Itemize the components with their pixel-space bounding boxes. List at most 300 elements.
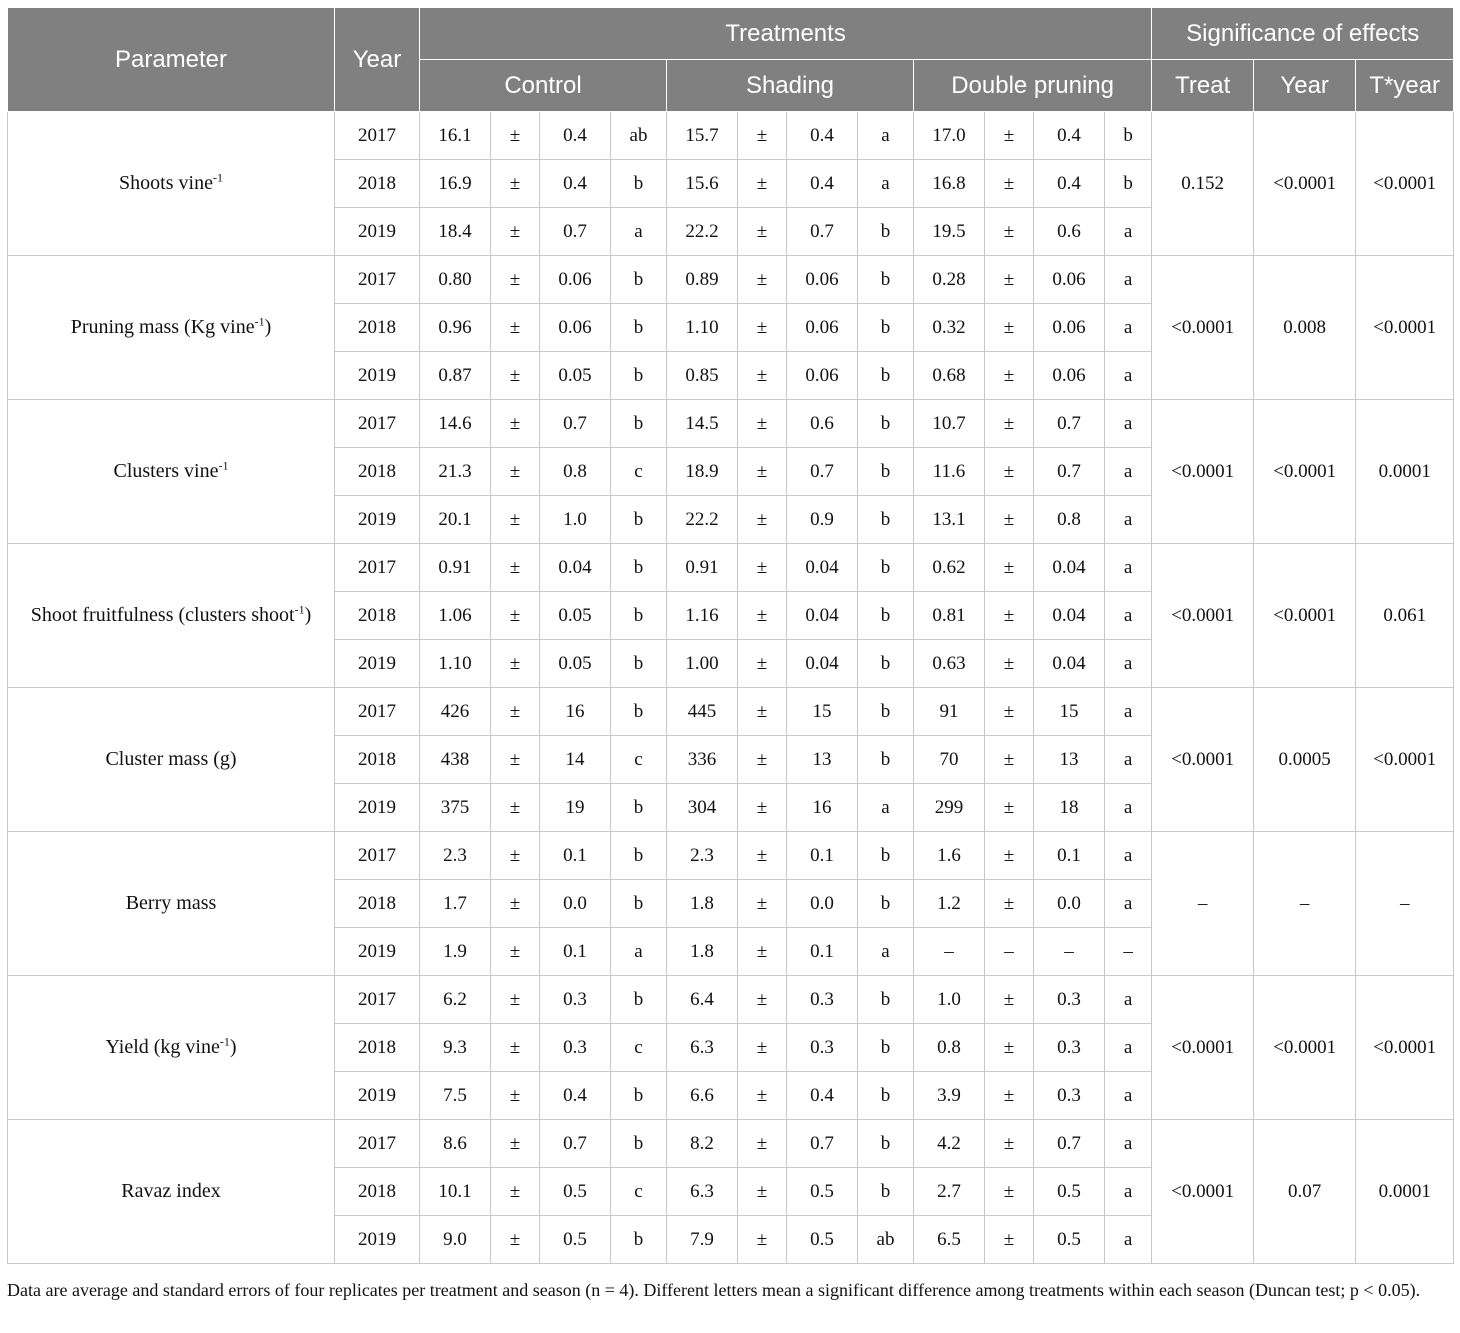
table-row [8,1120,1454,1168]
value-cell-mean: – [914,928,985,976]
value-cell-se: 0.06 [540,304,611,352]
value-cell-pm: ± [985,640,1034,688]
parameter-suffix: ) [264,316,272,338]
value-cell-mean: 7.9 [667,1216,738,1264]
value-cell-se: 0.04 [787,640,858,688]
value-cell-se: 0.06 [1034,256,1105,304]
parameter-label: Yield (kg vine [105,1036,220,1058]
year-cell: 2019 [335,1072,420,1120]
value-cell-letter: b [858,304,914,352]
header-significance: Significance of effects [1152,8,1454,60]
value-cell-se: 0.5 [540,1168,611,1216]
significance-interaction: <0.0001 [1356,688,1454,832]
header-control: Control [420,60,667,112]
value-cell-se: 0.7 [540,208,611,256]
value-cell-pm: ± [491,112,540,160]
value-cell-pm: ± [491,400,540,448]
significance-interaction: – [1356,832,1454,976]
year-cell: 2017 [335,1120,420,1168]
value-cell-letter: b [858,208,914,256]
value-cell-se: 0.7 [787,1120,858,1168]
results-table [7,7,1454,1264]
year-cell: 2019 [335,496,420,544]
value-cell-letter: b [611,400,667,448]
significance-treat: <0.0001 [1152,256,1254,400]
value-cell-pm: ± [738,688,787,736]
value-cell-letter: c [611,736,667,784]
value-cell-letter: b [858,1168,914,1216]
parameter-label: Clusters vine [113,460,219,482]
table-row [8,976,1454,1024]
value-cell-mean: 8.6 [420,1120,491,1168]
value-cell-pm: ± [491,304,540,352]
value-cell-se: 0.0 [540,880,611,928]
value-cell-letter: b [1105,112,1152,160]
value-cell-letter: b [611,592,667,640]
value-cell-pm: ± [491,640,540,688]
parameter-cell [8,832,335,976]
significance-treat: <0.0001 [1152,976,1254,1120]
value-cell-pm: ± [738,832,787,880]
parameter-cell [8,688,335,832]
value-cell-mean: 2.7 [914,1168,985,1216]
value-cell-mean: 2.3 [667,832,738,880]
significance-year: 0.07 [1254,1120,1356,1264]
significance-year: <0.0001 [1254,544,1356,688]
value-cell-se: 0.1 [787,928,858,976]
value-cell-letter: b [611,1120,667,1168]
value-cell-mean: 6.4 [667,976,738,1024]
value-cell-pm: ± [491,352,540,400]
value-cell-pm: ± [985,832,1034,880]
value-cell-pm: ± [985,112,1034,160]
table-row [8,544,1454,592]
header-treat: Treat [1152,60,1254,112]
value-cell-se: 0.7 [540,1120,611,1168]
significance-year: 0.0005 [1254,688,1356,832]
value-cell-pm: ± [491,784,540,832]
header-year: Year [335,8,420,112]
value-cell-pm: ± [985,400,1034,448]
value-cell-mean: 0.8 [914,1024,985,1072]
significance-treat: <0.0001 [1152,1120,1254,1264]
parameter-unit-exponent: -1 [294,602,305,617]
header-year-effect: Year [1254,60,1356,112]
value-cell-se: 0.7 [787,208,858,256]
value-cell-se: 0.7 [540,400,611,448]
year-cell: 2017 [335,112,420,160]
value-cell-se: 15 [1034,688,1105,736]
value-cell-mean: 1.0 [914,976,985,1024]
year-cell: 2018 [335,304,420,352]
value-cell-mean: 16.8 [914,160,985,208]
value-cell-pm: ± [985,880,1034,928]
significance-interaction: <0.0001 [1356,976,1454,1120]
value-cell-se: 0.4 [1034,112,1105,160]
value-cell-mean: 426 [420,688,491,736]
year-cell: 2017 [335,976,420,1024]
value-cell-pm: ± [985,976,1034,1024]
value-cell-se: 0.1 [1034,832,1105,880]
year-cell: 2017 [335,832,420,880]
value-cell-letter: b [611,1072,667,1120]
value-cell-se: 0.3 [1034,1024,1105,1072]
value-cell-se: 0.7 [1034,400,1105,448]
value-cell-pm: ± [738,496,787,544]
value-cell-mean: 0.89 [667,256,738,304]
value-cell-letter: a [1105,496,1152,544]
value-cell-letter: b [611,976,667,1024]
value-cell-letter: b [858,496,914,544]
value-cell-se: 0.1 [540,928,611,976]
value-cell-se: 0.4 [787,160,858,208]
parameter-unit-exponent: -1 [218,458,229,473]
value-cell-se: 0.1 [787,832,858,880]
value-cell-se: 0.0 [787,880,858,928]
parameter-unit-exponent: -1 [254,314,265,329]
value-cell-letter: c [611,1168,667,1216]
value-cell-mean: 14.5 [667,400,738,448]
value-cell-pm: ± [985,1072,1034,1120]
significance-year: – [1254,832,1356,976]
value-cell-se: 0.5 [787,1216,858,1264]
value-cell-se: 0.0 [1034,880,1105,928]
value-cell-mean: 4.2 [914,1120,985,1168]
value-cell-se: 0.06 [787,304,858,352]
value-cell-pm: ± [738,736,787,784]
value-cell-mean: 299 [914,784,985,832]
value-cell-pm: ± [491,448,540,496]
value-cell-se: 0.4 [540,160,611,208]
value-cell-se: 0.06 [1034,304,1105,352]
parameter-unit-exponent: -1 [212,170,223,185]
value-cell-letter: a [1105,1216,1152,1264]
value-cell-letter: b [858,1072,914,1120]
value-cell-letter: b [858,976,914,1024]
table-row [8,256,1454,304]
parameter-cell [8,112,335,256]
value-cell-letter: b [858,352,914,400]
value-cell-letter: a [1105,544,1152,592]
value-cell-pm: ± [738,544,787,592]
value-cell-mean: 1.10 [420,640,491,688]
year-cell: 2018 [335,592,420,640]
value-cell-mean: 0.96 [420,304,491,352]
value-cell-pm: ± [491,928,540,976]
value-cell-se: 0.5 [540,1216,611,1264]
significance-treat: – [1152,832,1254,976]
value-cell-se: 0.04 [787,592,858,640]
parameter-suffix: ) [304,604,312,626]
value-cell-letter: b [858,592,914,640]
value-cell-letter: b [858,640,914,688]
table-footnote: Data are average and standard errors of four replicates per treatment and season (n = 4). Different letters mean a significant difference among treatments within each season (Duncan test; p < 0.05). [7,1280,1421,1300]
value-cell-letter: b [858,880,914,928]
value-cell-se: 0.8 [540,448,611,496]
value-cell-se: 0.06 [787,256,858,304]
value-cell-letter: a [1105,784,1152,832]
parameter-cell [8,256,335,400]
value-cell-se: 0.9 [787,496,858,544]
value-cell-se: 18 [1034,784,1105,832]
value-cell-se: 16 [787,784,858,832]
value-cell-pm: ± [491,688,540,736]
header-shading: Shading [667,60,914,112]
value-cell-pm: ± [985,208,1034,256]
year-cell: 2017 [335,400,420,448]
value-cell-letter: b [858,448,914,496]
value-cell-letter: a [1105,448,1152,496]
value-cell-mean: 336 [667,736,738,784]
value-cell-letter: – [1105,928,1152,976]
year-cell: 2017 [335,688,420,736]
value-cell-letter: a [611,208,667,256]
value-cell-letter: b [858,832,914,880]
header-parameter: Parameter [8,8,335,112]
value-cell-pm: ± [738,304,787,352]
significance-treat: <0.0001 [1152,544,1254,688]
value-cell-se: 0.3 [540,1024,611,1072]
parameter-label: Ravaz index [121,1180,221,1202]
value-cell-letter: ab [858,1216,914,1264]
significance-interaction: 0.061 [1356,544,1454,688]
value-cell-mean: 1.16 [667,592,738,640]
value-cell-mean: 1.8 [667,928,738,976]
value-cell-letter: b [858,688,914,736]
value-cell-pm: ± [738,928,787,976]
value-cell-pm: ± [985,1168,1034,1216]
value-cell-se: 0.8 [1034,496,1105,544]
value-cell-pm: ± [491,1072,540,1120]
value-cell-mean: 9.3 [420,1024,491,1072]
value-cell-mean: 0.85 [667,352,738,400]
value-cell-letter: b [611,256,667,304]
value-cell-letter: a [1105,1024,1152,1072]
value-cell-mean: 445 [667,688,738,736]
value-cell-se: 13 [1034,736,1105,784]
value-cell-pm: ± [985,784,1034,832]
value-cell-mean: 22.2 [667,496,738,544]
parameter-label: Pruning mass (Kg vine [70,316,255,338]
value-cell-se: 0.1 [540,832,611,880]
value-cell-mean: 91 [914,688,985,736]
value-cell-mean: 14.6 [420,400,491,448]
value-cell-mean: 1.06 [420,592,491,640]
value-cell-letter: a [1105,352,1152,400]
value-cell-mean: 0.80 [420,256,491,304]
value-cell-letter: b [611,1216,667,1264]
value-cell-se: 0.4 [787,112,858,160]
value-cell-se: 0.5 [787,1168,858,1216]
value-cell-mean: 2.3 [420,832,491,880]
value-cell-mean: 16.9 [420,160,491,208]
value-cell-pm: ± [491,544,540,592]
value-cell-pm: ± [738,160,787,208]
value-cell-letter: a [1105,400,1152,448]
year-cell: 2018 [335,880,420,928]
value-cell-letter: b [611,352,667,400]
value-cell-letter: b [858,736,914,784]
value-cell-letter: b [611,688,667,736]
value-cell-mean: 70 [914,736,985,784]
value-cell-mean: 21.3 [420,448,491,496]
value-cell-se: 0.7 [1034,448,1105,496]
value-cell-pm: ± [738,1120,787,1168]
value-cell-se: 0.04 [787,544,858,592]
value-cell-pm: ± [491,880,540,928]
value-cell-se: 0.06 [787,352,858,400]
value-cell-se: 0.4 [540,1072,611,1120]
value-cell-se: 0.5 [1034,1216,1105,1264]
significance-interaction: <0.0001 [1356,256,1454,400]
value-cell-letter: b [858,1024,914,1072]
significance-year: <0.0001 [1254,976,1356,1120]
value-cell-letter: a [611,928,667,976]
value-cell-mean: 0.87 [420,352,491,400]
value-cell-mean: 15.6 [667,160,738,208]
value-cell-pm: ± [491,832,540,880]
value-cell-pm: ± [491,1168,540,1216]
value-cell-letter: a [858,784,914,832]
parameter-label: Cluster mass (g) [105,748,237,770]
significance-year: <0.0001 [1254,112,1356,256]
significance-interaction: 0.0001 [1356,400,1454,544]
value-cell-letter: b [858,256,914,304]
value-cell-mean: 1.9 [420,928,491,976]
value-cell-mean: 9.0 [420,1216,491,1264]
value-cell-se: 1.0 [540,496,611,544]
value-cell-mean: 6.3 [667,1024,738,1072]
value-cell-mean: 438 [420,736,491,784]
value-cell-mean: 15.7 [667,112,738,160]
value-cell-mean: 6.3 [667,1168,738,1216]
value-cell-se: 0.3 [1034,1072,1105,1120]
value-cell-pm: ± [491,976,540,1024]
value-cell-letter: a [858,928,914,976]
parameter-cell [8,544,335,688]
value-cell-se: 14 [540,736,611,784]
year-cell: 2019 [335,352,420,400]
value-cell-se: 0.3 [787,1024,858,1072]
value-cell-mean: 11.6 [914,448,985,496]
year-cell: 2017 [335,544,420,592]
value-cell-pm: ± [738,1168,787,1216]
value-cell-letter: c [611,448,667,496]
value-cell-pm: ± [985,1024,1034,1072]
value-cell-pm: ± [738,256,787,304]
value-cell-mean: 1.7 [420,880,491,928]
year-cell: 2019 [335,1216,420,1264]
value-cell-pm: ± [738,400,787,448]
value-cell-pm: ± [491,1120,540,1168]
value-cell-pm: ± [491,256,540,304]
value-cell-letter: a [1105,976,1152,1024]
value-cell-se: 0.05 [540,592,611,640]
value-cell-se: 0.04 [1034,592,1105,640]
value-cell-mean: 6.6 [667,1072,738,1120]
value-cell-letter: a [1105,1120,1152,1168]
value-cell-pm: ± [491,496,540,544]
value-cell-mean: 0.91 [667,544,738,592]
value-cell-letter: b [611,784,667,832]
value-cell-se: 0.6 [787,400,858,448]
table-row [8,400,1454,448]
value-cell-se: 0.7 [1034,1120,1105,1168]
table-row [8,688,1454,736]
value-cell-pm: ± [985,1216,1034,1264]
parameter-unit-exponent: -1 [219,1034,230,1049]
value-cell-mean: 13.1 [914,496,985,544]
value-cell-pm: ± [738,448,787,496]
header-double-pruning: Double pruning [914,60,1152,112]
value-cell-mean: 16.1 [420,112,491,160]
value-cell-pm: ± [985,544,1034,592]
value-cell-mean: 1.00 [667,640,738,688]
value-cell-letter: a [1105,832,1152,880]
value-cell-se: 0.06 [540,256,611,304]
value-cell-letter: a [1105,304,1152,352]
value-cell-se: 0.05 [540,352,611,400]
value-cell-se: 0.4 [787,1072,858,1120]
value-cell-pm: ± [491,160,540,208]
value-cell-mean: 6.5 [914,1216,985,1264]
value-cell-letter: b [611,496,667,544]
value-cell-mean: 0.63 [914,640,985,688]
value-cell-pm: ± [985,496,1034,544]
header-treatments: Treatments [420,8,1152,60]
value-cell-mean: 1.8 [667,880,738,928]
value-cell-se: 0.04 [1034,544,1105,592]
value-cell-mean: 3.9 [914,1072,985,1120]
value-cell-letter: a [1105,736,1152,784]
value-cell-mean: 8.2 [667,1120,738,1168]
value-cell-se: 0.6 [1034,208,1105,256]
value-cell-letter: b [611,544,667,592]
value-cell-pm: ± [738,1072,787,1120]
value-cell-se: 0.04 [1034,640,1105,688]
value-cell-letter: a [1105,1168,1152,1216]
table-body [8,112,1454,1264]
value-cell-letter: b [611,880,667,928]
value-cell-pm: ± [985,352,1034,400]
header-interaction: T*year [1356,60,1454,112]
value-cell-pm: – [985,928,1034,976]
value-cell-letter: c [611,1024,667,1072]
value-cell-letter: b [611,160,667,208]
value-cell-mean: 19.5 [914,208,985,256]
table-row [8,112,1454,160]
value-cell-mean: 22.2 [667,208,738,256]
year-cell: 2018 [335,1024,420,1072]
parameter-cell [8,1120,335,1264]
value-cell-pm: ± [491,208,540,256]
year-cell: 2019 [335,640,420,688]
value-cell-pm: ± [985,448,1034,496]
value-cell-pm: ± [738,976,787,1024]
value-cell-letter: ab [611,112,667,160]
table-row [8,832,1454,880]
value-cell-letter: b [611,640,667,688]
value-cell-se: 13 [787,736,858,784]
value-cell-mean: 0.81 [914,592,985,640]
value-cell-se: 0.05 [540,640,611,688]
value-cell-pm: ± [738,784,787,832]
parameter-label: Berry mass [125,892,217,914]
value-cell-pm: ± [985,304,1034,352]
value-cell-mean: 1.2 [914,880,985,928]
value-cell-letter: a [1105,880,1152,928]
value-cell-se: 0.04 [540,544,611,592]
